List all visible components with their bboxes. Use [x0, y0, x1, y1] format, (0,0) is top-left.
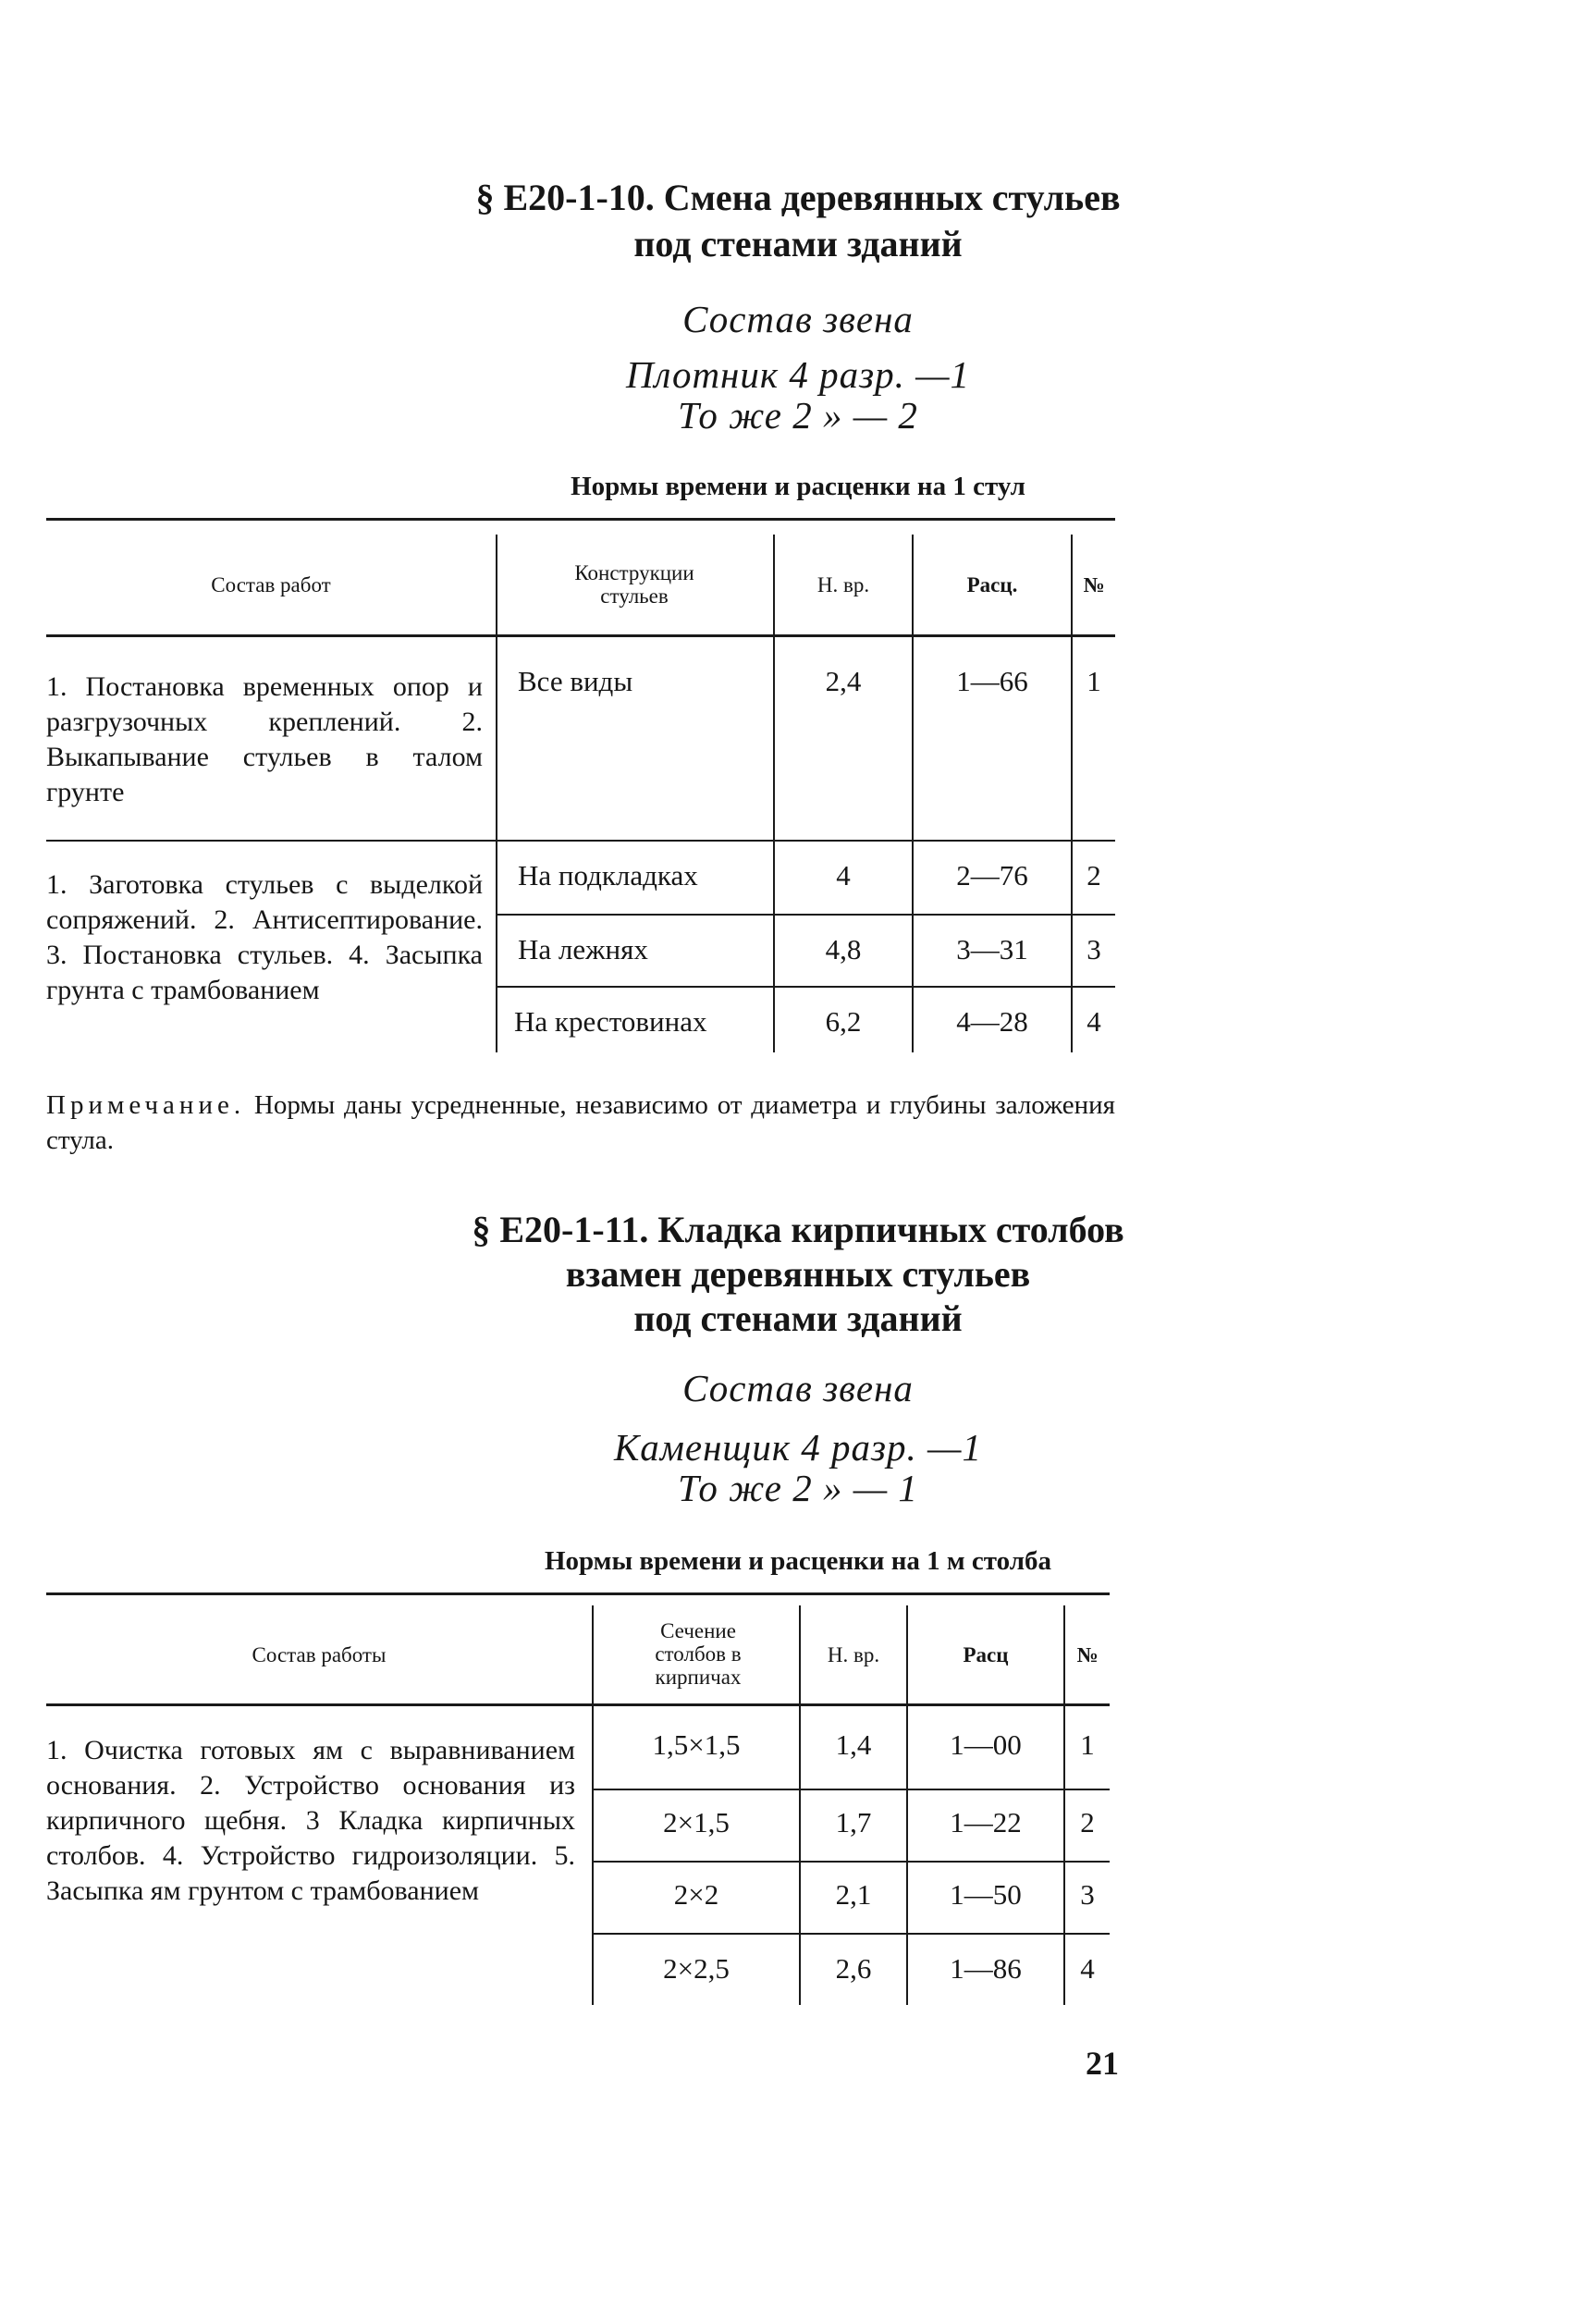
section2-heading-line2: взамен деревянных стульев [565, 1253, 1031, 1295]
section2-heading-line3: под стенами зданий [633, 1297, 963, 1339]
table2-row3-rate: 1—50 [950, 1878, 1022, 1911]
table1-header-num: № [1083, 572, 1105, 596]
section1-table-caption: Нормы времени и расценки на 1 стул [571, 472, 1025, 501]
table1-header-work: Состав работ [211, 572, 331, 596]
table2-header-section: Сечение столбов в кирпичах [655, 1618, 742, 1689]
table2-row4-time: 2,6 [835, 1952, 872, 1985]
table2-row1-rate: 1—00 [950, 1728, 1022, 1761]
table2-header-num: № [1076, 1642, 1099, 1666]
table1-row3-time: 4,8 [825, 933, 862, 965]
table2-row-rule-3 [594, 1933, 1110, 1935]
table1-row1-time: 2,4 [825, 665, 862, 697]
table2-row2-time: 1,7 [835, 1806, 872, 1838]
table2-row2-section: 2×1,5 [663, 1806, 730, 1838]
section1-crew-line1 [0, 353, 1596, 396]
table1-row3-num: 3 [1087, 933, 1101, 965]
section2-crew-line2 [0, 1467, 1596, 1509]
table2-description: 1. Очистка готовых ям с выравниванием основания. 2. Устройство основания из кирпичного щебня. 3 Кладка кирпичных столбов. 4. Устройство гидроизоляции. 5. Засыпка ям грунтом с трамбованием [46, 1735, 575, 1906]
table1-col-divider-1 [496, 535, 497, 1052]
table1-row4-construction: На крестовинах [514, 1005, 707, 1038]
table2-row1-time: 1,4 [835, 1728, 872, 1761]
table2-header-work: Состав работы [252, 1642, 387, 1666]
crew2-line1-text: Каменщик 4 разр. —1 [613, 1426, 982, 1469]
table2-row3-section: 2×2 [673, 1878, 719, 1911]
table1-row-rule-1 [497, 914, 1115, 916]
section1-heading-line1: § Е20-1-10. Смена деревянных стульев [475, 177, 1121, 218]
note-label: Примечание. [46, 1090, 246, 1120]
section1-note [46, 1088, 1115, 1158]
table2-header-rate: Расц [963, 1642, 1009, 1666]
table1-group2-description: 1. Заготовка стульев с выделкой сопряжений. 2. Антисептирование. 3. Постановка стульев. 4. Засыпка грунта с трамбованием [46, 869, 483, 1005]
table2-header-time: Н. вр. [827, 1642, 880, 1666]
section1-crew-title: Состав звена [682, 298, 914, 340]
table2-row2-rate: 1—22 [950, 1806, 1022, 1838]
section1-heading-line2: под стенами зданий [633, 223, 963, 264]
page-number: 21 [1086, 2045, 1119, 2082]
table1-row4-num: 4 [1087, 1005, 1101, 1038]
section2-table-caption: Нормы времени и расценки на 1 м столба [544, 1546, 1052, 1576]
table1-row-rule-2 [497, 986, 1115, 988]
table1-row2-num: 2 [1087, 859, 1101, 891]
table1-header-construction: Конструкции стульев [574, 561, 694, 608]
table1-row4-rate: 4—28 [956, 1005, 1028, 1038]
section1-crew-line2 [0, 394, 1596, 437]
crew2-line2-text: То же 2 » — 1 [678, 1467, 918, 1509]
table1-row3-rate: 3—31 [956, 933, 1028, 965]
table2-row4-section: 2×2,5 [663, 1952, 730, 1985]
section2-crew-line1 [0, 1426, 1596, 1469]
table1-group-rule [46, 840, 1115, 842]
table1-row2-time: 4 [836, 859, 851, 891]
table1-row1-num: 1 [1087, 665, 1101, 697]
table1-row3-construction: На лежнях [518, 933, 648, 965]
section2-crew-title: Состав звена [682, 1367, 914, 1409]
table1-row1-rate: 1—66 [956, 665, 1028, 697]
section2-heading-line1: § Е20-1-11. Кладка кирпичных столбов [472, 1209, 1124, 1250]
table2-row3-num: 3 [1080, 1878, 1095, 1911]
table2-row3-time: 2,1 [835, 1878, 872, 1911]
table1-header-rule [46, 634, 1115, 637]
table1-header-time: Н. вр. [816, 572, 870, 596]
table1-row2-rate: 2—76 [956, 859, 1028, 891]
table1-row4-time: 6,2 [825, 1005, 862, 1038]
table2-header-rule [46, 1703, 1110, 1706]
table1-row1-construction: Все виды [518, 665, 633, 697]
table2-row2-num: 2 [1080, 1806, 1095, 1838]
table2-row-rule-2 [594, 1861, 1110, 1863]
table2-top-rule [46, 1592, 1110, 1595]
table2-row1-section: 1,5×1,5 [652, 1728, 741, 1761]
note-text: Нормы даны усредненные, независимо от диаметра и глубины заложения стула. [46, 1090, 1115, 1155]
table1-header-rate: Расц. [966, 572, 1018, 596]
table2-row1-num: 1 [1080, 1728, 1095, 1761]
table2-row4-rate: 1—86 [950, 1952, 1022, 1985]
crew-line2-text: То же 2 » — 2 [678, 394, 918, 437]
table1-group1-description: 1. Постановка временных опор и разгрузочных креплений. 2. Выкапывание стульев в талом грунте [46, 671, 483, 807]
table2-row-rule-1 [594, 1789, 1110, 1790]
table1-top-rule [46, 518, 1115, 521]
crew-line1-text: Плотник 4 разр. —1 [625, 353, 971, 396]
table1-row2-construction: На подкладках [518, 859, 698, 891]
table2-row4-num: 4 [1080, 1952, 1095, 1985]
